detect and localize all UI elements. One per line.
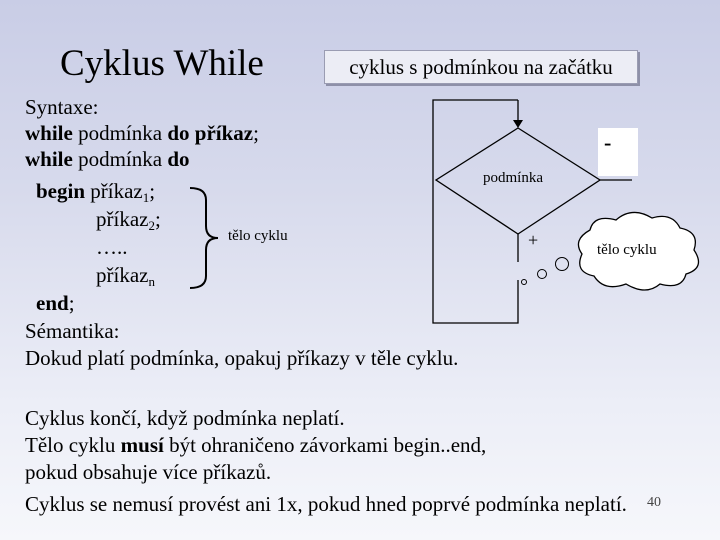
brace-label: tělo cyklu: [228, 228, 288, 244]
syntax-line-ellipsis: …..: [96, 235, 128, 259]
true-branch-label: +: [528, 230, 539, 250]
emphasis-text: musí: [120, 433, 164, 457]
statement-text: příkaz: [85, 179, 143, 203]
paragraph-loop-ends: Cyklus končí, když podmínka neplatí.: [25, 406, 345, 430]
paragraph-zero-iterations: Cyklus se nemusí provést ani 1x, pokud hned poprvé podmínka neplatí.: [25, 492, 627, 516]
false-branch-label: -: [604, 130, 612, 155]
cloud-label: tělo cyklu: [597, 242, 657, 258]
thought-dot-large: [556, 258, 569, 271]
statement-text: příkaz: [96, 263, 149, 287]
slide-title: Cyklus While: [60, 43, 264, 84]
semicolon: ;: [149, 179, 156, 203]
semantics-label: Sémantika:: [25, 319, 120, 343]
loop-back-line: [433, 100, 518, 323]
keyword-end: end: [36, 291, 69, 315]
semantics-text: Dokud platí podmínka, opakuj příkazy v těle cyklu.: [25, 346, 459, 370]
keyword-while: while: [25, 147, 73, 171]
condition-label: podmínka: [483, 170, 543, 186]
statement-text: příkaz: [96, 207, 149, 231]
keyword-begin: begin: [36, 179, 86, 203]
entry-arrowhead: [513, 120, 523, 128]
text-part: být ohraničeno závorkami begin..end,: [163, 433, 487, 457]
curly-brace: [190, 188, 218, 288]
thought-dot-medium: [538, 270, 547, 279]
statement-subscript: 1: [142, 190, 150, 205]
paragraph-multiple-statements: pokud obsahuje více příkazů.: [25, 460, 272, 484]
statement-subscript: 2: [148, 218, 155, 233]
semicolon: ;: [154, 207, 161, 231]
page-number: 40: [647, 495, 661, 510]
statement-subscript: n: [148, 274, 155, 289]
subtitle-banner: cyklus s podmínkou na začátku: [324, 50, 638, 84]
syntax-label: Syntaxe:: [25, 95, 99, 119]
thought-dot-small: [522, 280, 527, 285]
text-condition: podmínka: [72, 147, 168, 171]
semicolon: ;: [68, 291, 75, 315]
keyword-do: do: [167, 121, 190, 145]
semicolon: ;: [253, 121, 259, 145]
keyword-statement: příkaz: [189, 121, 254, 145]
text-part: Tělo cyklu: [25, 433, 121, 457]
keyword-while: while: [25, 121, 73, 145]
keyword-do: do: [167, 147, 190, 171]
text-condition: podmínka: [72, 121, 168, 145]
